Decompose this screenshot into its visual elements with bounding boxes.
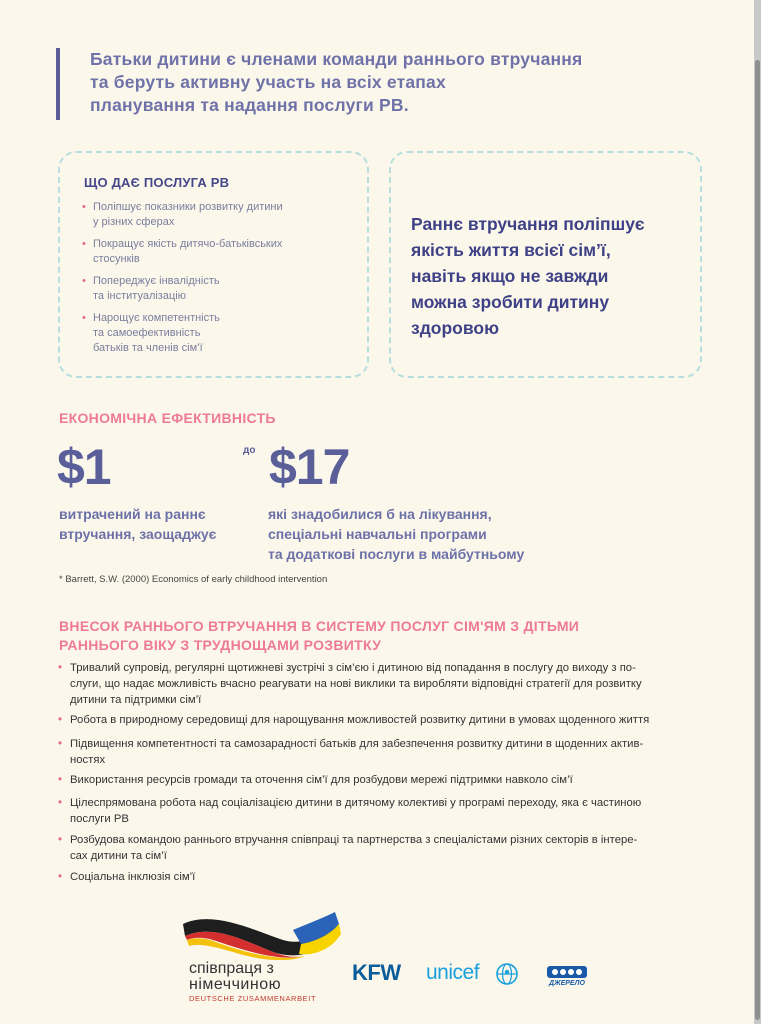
service-benefits-title: ЩО ДАЄ ПОСЛУГА РВ bbox=[84, 175, 230, 190]
scrollbar-thumb[interactable] bbox=[755, 60, 760, 1020]
contribution-item bbox=[58, 832, 708, 864]
connector-label: до bbox=[243, 445, 256, 456]
benefit-item bbox=[82, 311, 342, 356]
caption-line: втручання, заощаджує bbox=[59, 526, 217, 542]
benefit-line: Попереджує інвалідність bbox=[93, 275, 220, 287]
contribution-title bbox=[59, 617, 579, 655]
caption-line: та додаткові послуги в майбутньому bbox=[268, 546, 525, 562]
bullet-icon: • bbox=[82, 312, 86, 324]
bullet-icon: • bbox=[58, 662, 63, 674]
highlight-line: якість життя всієї сім’ї, bbox=[411, 240, 611, 260]
benefit-line: стосунків bbox=[93, 253, 140, 265]
contribution-item bbox=[58, 660, 708, 708]
bullet-icon: • bbox=[58, 774, 63, 786]
bullet-icon: • bbox=[58, 871, 63, 883]
benefit-line: та самоефективність bbox=[93, 327, 201, 339]
benefit-line: та інституалізацію bbox=[93, 290, 186, 302]
bullet-icon: • bbox=[82, 238, 86, 250]
coop-line: співпраця з bbox=[189, 960, 274, 977]
caption-line: витрачений на раннє bbox=[59, 506, 206, 522]
dzherelo-logo bbox=[545, 964, 589, 990]
contribution-line: Використання ресурсів громади та оточення сім’ї для розбудови мережі підтримки навколо сім’ї bbox=[70, 774, 573, 786]
bullet-icon: • bbox=[58, 797, 63, 809]
contribution-line: Цілеспрямована робота над соціалізацією дитини в дитячому колективі у програмі переходу, яка є частиною bbox=[70, 797, 642, 809]
contribution-title-line: РАННЬОГО ВІКУ З ТРУДНОЩАМИ РОЗВИТКУ bbox=[59, 637, 382, 653]
bullet-icon: • bbox=[58, 714, 63, 726]
coop-subtitle: DEUTSCHE ZUSAMMENARBEIT bbox=[189, 994, 317, 1003]
quote-line: планування та надання послуги РВ. bbox=[90, 95, 409, 115]
unicef-logo: unicef bbox=[426, 961, 480, 984]
amount-spent: $1 bbox=[57, 439, 111, 495]
vertical-scrollbar[interactable] bbox=[754, 0, 761, 1024]
contribution-item bbox=[58, 795, 708, 827]
service-benefits-box bbox=[58, 151, 369, 378]
flag-ribbon-icon bbox=[183, 910, 343, 960]
contribution-line: ностях bbox=[70, 754, 106, 766]
cooperation-germany-logo bbox=[183, 910, 343, 1010]
contribution-line: Тривалий супровід, регулярні щотижневі зустрічі з сім’єю і дитиною від попадання в послугу до виходу з по- bbox=[70, 662, 636, 674]
benefit-line: Покращує якість дитячо-батьківських bbox=[93, 238, 283, 250]
dzherelo-text: ДЖЕРЕЛО bbox=[549, 980, 585, 987]
contribution-item bbox=[58, 712, 708, 728]
bullet-icon: • bbox=[82, 275, 86, 287]
quote-line: Батьки дитини є членами команди раннього втручання bbox=[90, 49, 583, 69]
intro-quote bbox=[56, 48, 650, 120]
benefit-line: у різних сферах bbox=[93, 216, 175, 228]
contribution-item bbox=[58, 772, 708, 788]
contribution-line: Розбудова командою раннього втручання співпраці та партнерства з спеціалістами різних секторів в інтере- bbox=[70, 834, 638, 846]
contribution-item bbox=[58, 736, 708, 768]
bullet-icon: • bbox=[58, 738, 63, 750]
bullet-icon: • bbox=[82, 201, 86, 213]
benefit-item bbox=[82, 237, 342, 267]
contribution-item bbox=[58, 869, 708, 885]
contribution-line: Робота в природному середовищі для нарощування можливостей розвитку дитини в умовах щоденного життя bbox=[70, 714, 650, 726]
highlight-line: можна зробити дитину bbox=[411, 292, 610, 312]
highlight-text bbox=[411, 211, 691, 341]
unicef-globe-icon bbox=[496, 963, 518, 985]
caption-spent bbox=[59, 504, 216, 544]
caption-line: які знадобилися б на лікування, bbox=[268, 506, 492, 522]
amount-saved: $17 bbox=[269, 439, 350, 495]
caption-saved bbox=[268, 504, 524, 564]
contribution-line: послуги РВ bbox=[70, 813, 129, 825]
dzherelo-emblem-icon bbox=[545, 964, 589, 980]
contribution-line: Підвищення компетентності та самозарадності батьків для забезпечення розвитку дитини в щоденних актив- bbox=[70, 738, 644, 750]
highlight-line: здоровою bbox=[411, 318, 500, 338]
contribution-line: сах дитини та сім’ї bbox=[70, 850, 167, 862]
contribution-line: слуги, що надає можливість вчасно реагувати на нові виклики та виробляти відповідні стратегії для розвитку bbox=[70, 678, 642, 690]
benefit-line: Нарощує компетентність bbox=[93, 312, 220, 324]
benefit-item bbox=[82, 200, 342, 230]
economics-title: ЕКОНОМІЧНА ЕФЕКТИВНІСТЬ bbox=[59, 410, 276, 426]
contribution-line: дитини та підтримки сім’ї bbox=[70, 694, 202, 706]
bullet-icon: • bbox=[58, 834, 63, 846]
benefit-item bbox=[82, 274, 342, 304]
caption-line: спеціальні навчальні програми bbox=[268, 526, 487, 542]
footnote: * Barrett, S.W. (2000) Economics of early childhood intervention bbox=[59, 574, 328, 585]
quote-line: та беруть активну участь на всіх етапах bbox=[90, 72, 446, 92]
highlight-box bbox=[389, 151, 702, 378]
contribution-title-line: ВНЕСОК РАННЬОГО ВТРУЧАННЯ В СИСТЕМУ ПОСЛУГ СІМ'ЯМ З ДІТЬМИ bbox=[59, 618, 580, 634]
benefit-line: Поліпшує показники розвитку дитини bbox=[93, 201, 283, 213]
contribution-line: Соціальна інклюзія сім’ї bbox=[70, 871, 196, 883]
benefit-line: батьків та членів сім’ї bbox=[93, 342, 203, 354]
kfw-logo: KFW bbox=[352, 960, 401, 985]
highlight-line: навіть якщо не завжди bbox=[411, 266, 609, 286]
coop-line: німеччиною bbox=[189, 976, 282, 993]
highlight-line: Раннє втручання поліпшує bbox=[411, 214, 645, 234]
